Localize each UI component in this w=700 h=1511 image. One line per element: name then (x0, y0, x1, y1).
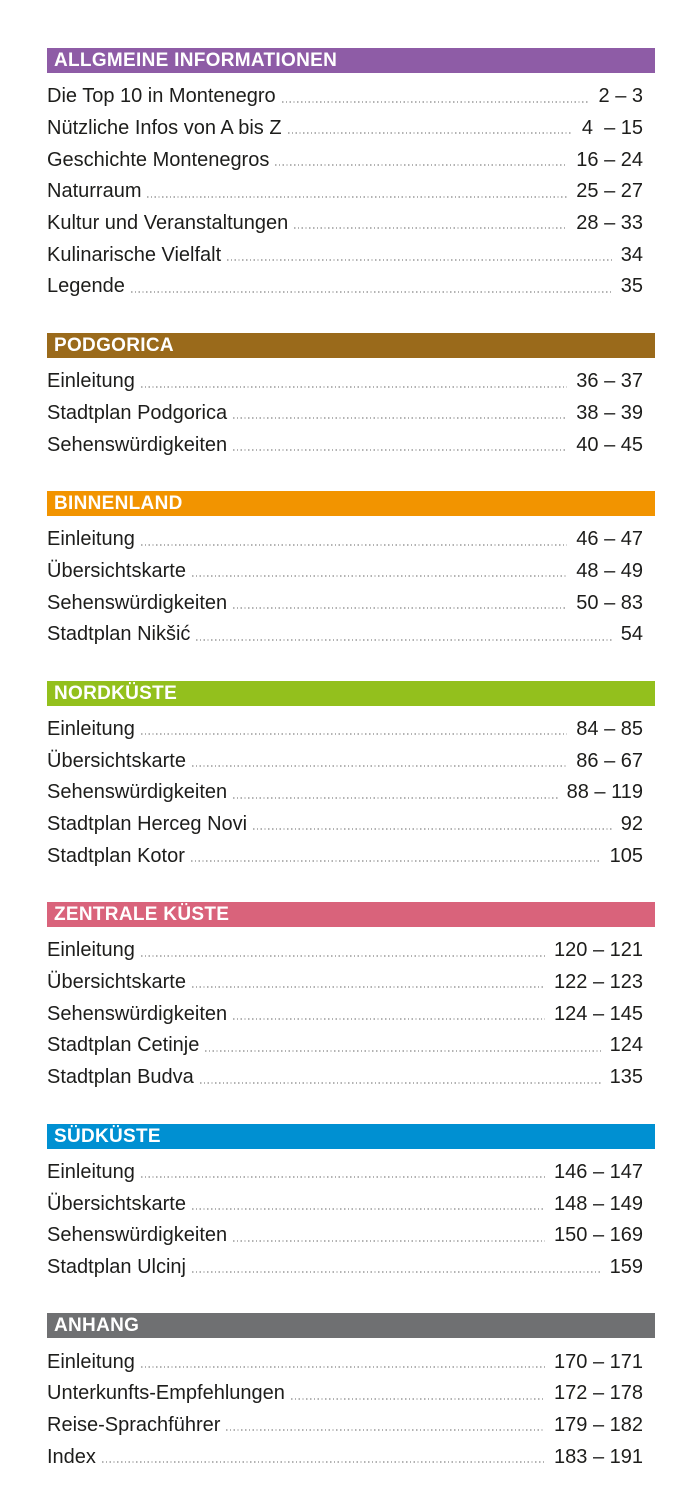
toc-section (47, 491, 655, 651)
toc-entry (47, 777, 655, 809)
dotted-leader (275, 164, 567, 166)
toc-entry-pages: 36 – 37 (576, 370, 643, 393)
toc-entry-pages: 170 – 171 (554, 1350, 643, 1373)
toc-entry-label: Nützliche Infos von A bis Z (47, 117, 282, 140)
dotted-leader (141, 386, 567, 388)
section-entries (47, 1149, 655, 1284)
section-title: PODGORICA (54, 334, 174, 356)
toc-entry-pages: 146 – 147 (554, 1160, 643, 1183)
toc-entry-pages: 34 (620, 243, 643, 266)
toc-entry-pages: 159 (609, 1255, 643, 1278)
dotted-leader (282, 101, 590, 103)
toc-entry-label: Naturraum (47, 180, 142, 203)
toc-entry (47, 113, 655, 145)
toc-entry-label: Übersichtskarte (47, 749, 186, 772)
toc-section (47, 1313, 655, 1473)
toc-entry-label: Übersichtskarte (47, 1192, 186, 1215)
toc-entry-pages: 25 – 27 (576, 180, 643, 203)
toc-section (47, 1124, 655, 1284)
toc-entry-label: Einleitung (47, 370, 135, 393)
dotted-leader (233, 797, 558, 799)
toc-entry-pages: 4 – 15 (581, 117, 643, 140)
toc-entry-label: Übersichtskarte (47, 559, 186, 582)
toc-entry-pages: 48 – 49 (576, 559, 643, 582)
toc-entry (47, 271, 655, 303)
toc-section (47, 681, 655, 872)
toc-entry-label: Index (47, 1445, 96, 1468)
toc-entry (47, 1220, 655, 1252)
toc-entry-label: Geschichte Montenegros (47, 148, 270, 171)
toc-entry (47, 1410, 655, 1442)
dotted-leader (227, 259, 612, 261)
section-header (47, 48, 655, 73)
toc-entry-label: Stadtplan Nikšić (47, 623, 191, 646)
section-header (47, 902, 655, 927)
toc-entry-pages: 148 – 149 (554, 1192, 643, 1215)
section-entries (47, 73, 655, 303)
toc-entry-label: Kulinarische Vielfalt (47, 243, 222, 266)
toc-entry (47, 366, 655, 398)
toc-entry (47, 1062, 655, 1094)
dotted-leader (192, 1271, 601, 1273)
section-title: ALLGMEINE INFORMATIONEN (54, 50, 338, 71)
dotted-leader (192, 575, 567, 577)
toc-entry-pages: 124 – 145 (554, 1002, 643, 1025)
section-title: ZENTRALE KÜSTE (54, 904, 230, 926)
toc-entry-label: Stadtplan Podgorica (47, 401, 228, 424)
table-of-contents (47, 48, 655, 1503)
toc-entry-pages: 179 – 182 (554, 1413, 643, 1436)
dotted-leader (141, 1176, 545, 1178)
toc-entry-pages: 120 – 121 (554, 939, 643, 962)
toc-entry-pages: 35 (620, 275, 643, 298)
dotted-leader (191, 860, 601, 862)
toc-entry-label: Unterkunfts-Empfehlungen (47, 1382, 285, 1405)
toc-entry (47, 1441, 655, 1473)
toc-entry-label: Sehenswürdigkeiten (47, 591, 228, 614)
toc-entry-pages: 86 – 67 (576, 749, 643, 772)
dotted-leader (226, 1429, 545, 1431)
dotted-leader (131, 291, 612, 293)
toc-entry-label: Stadtplan Kotor (47, 844, 185, 867)
dotted-leader (233, 1018, 545, 1020)
toc-entry-label: Stadtplan Cetinje (47, 1034, 200, 1057)
dotted-leader (294, 227, 567, 229)
toc-entry-pages: 40 – 45 (576, 433, 643, 456)
toc-entry (47, 556, 655, 588)
toc-entry-pages: 54 (620, 623, 643, 646)
toc-entry-label: Einleitung (47, 1350, 135, 1373)
toc-entry (47, 998, 655, 1030)
toc-entry-label: Sehenswürdigkeiten (47, 1002, 228, 1025)
toc-entry-pages: 122 – 123 (554, 971, 643, 994)
dotted-leader (233, 1240, 545, 1242)
toc-entry-pages: 105 (609, 844, 643, 867)
toc-entry (47, 967, 655, 999)
dotted-leader (147, 196, 567, 198)
dotted-leader (141, 1366, 545, 1368)
toc-section (47, 902, 655, 1093)
dotted-leader (102, 1461, 545, 1463)
toc-entry-label: Sehenswürdigkeiten (47, 781, 228, 804)
toc-entry-label: Reise-Sprachführer (47, 1413, 221, 1436)
toc-entry-label: Übersichtskarte (47, 971, 186, 994)
toc-entry-pages: 92 (620, 813, 643, 836)
toc-entry-pages: 28 – 33 (576, 212, 643, 235)
dotted-leader (205, 1050, 600, 1052)
toc-entry (47, 239, 655, 271)
dotted-leader (233, 449, 567, 451)
dotted-leader (233, 607, 567, 609)
toc-entry-pages: 88 – 119 (566, 781, 643, 804)
section-entries (47, 927, 655, 1093)
section-header (47, 1124, 655, 1149)
toc-entry-pages: 16 – 24 (576, 148, 643, 171)
toc-entry (47, 714, 655, 746)
section-title: SÜDKÜSTE (54, 1125, 161, 1147)
toc-entry (47, 809, 655, 841)
toc-entry-label: Kultur und Veranstaltungen (47, 212, 289, 235)
toc-entry-pages: 38 – 39 (576, 401, 643, 424)
toc-entry (47, 1252, 655, 1284)
section-title: BINNENLAND (54, 492, 183, 514)
toc-entry-label: Sehenswürdigkeiten (47, 433, 228, 456)
toc-entry (47, 1030, 655, 1062)
toc-entry-pages: 84 – 85 (576, 717, 643, 740)
section-entries (47, 1338, 655, 1473)
dotted-leader (141, 733, 567, 735)
toc-entry-pages: 2 – 3 (598, 85, 643, 108)
toc-entry (47, 1378, 655, 1410)
dotted-leader (233, 417, 567, 419)
dotted-leader (253, 828, 612, 830)
section-entries (47, 358, 655, 461)
toc-entry (47, 935, 655, 967)
section-header (47, 491, 655, 516)
toc-entry-label: Stadtplan Herceg Novi (47, 813, 248, 836)
section-title: NORDKÜSTE (54, 682, 178, 704)
section-header (47, 681, 655, 706)
toc-entry-label: Stadtplan Ulcinj (47, 1255, 186, 1278)
toc-entry (47, 1346, 655, 1378)
toc-entry-label: Die Top 10 in Montenegro (47, 85, 276, 108)
toc-entry (47, 524, 655, 556)
toc-entry (47, 208, 655, 240)
toc-entry-pages: 46 – 47 (576, 528, 643, 551)
section-header (47, 1313, 655, 1338)
toc-entry-label: Legende (47, 275, 125, 298)
section-header (47, 333, 655, 358)
toc-entry-pages: 50 – 83 (576, 591, 643, 614)
dotted-leader (141, 544, 567, 546)
dotted-leader (141, 955, 545, 957)
toc-entry (47, 144, 655, 176)
section-entries (47, 706, 655, 872)
toc-entry-label: Einleitung (47, 528, 135, 551)
dotted-leader (288, 132, 573, 134)
toc-entry (47, 745, 655, 777)
toc-entry (47, 398, 655, 430)
section-title: ANHANG (54, 1315, 140, 1337)
dotted-leader (196, 639, 611, 641)
toc-entry-label: Einleitung (47, 1160, 135, 1183)
toc-entry (47, 587, 655, 619)
toc-entry (47, 619, 655, 651)
toc-entry-pages: 172 – 178 (554, 1382, 643, 1405)
toc-section (47, 333, 655, 461)
toc-entry-label: Stadtplan Budva (47, 1066, 194, 1089)
toc-entry (47, 176, 655, 208)
dotted-leader (192, 1208, 545, 1210)
toc-entry (47, 1157, 655, 1189)
toc-entry-label: Einleitung (47, 717, 135, 740)
toc-entry-label: Sehenswürdigkeiten (47, 1224, 228, 1247)
toc-entry (47, 429, 655, 461)
dotted-leader (192, 986, 545, 988)
dotted-leader (200, 1082, 601, 1084)
section-entries (47, 516, 655, 651)
toc-entry-pages: 135 (609, 1066, 643, 1089)
toc-entry (47, 81, 655, 113)
dotted-leader (291, 1398, 545, 1400)
toc-entry-pages: 183 – 191 (554, 1445, 643, 1468)
toc-section (47, 48, 655, 303)
toc-entry-pages: 124 (609, 1034, 643, 1057)
toc-entry (47, 1188, 655, 1220)
dotted-leader (192, 765, 567, 767)
toc-entry-pages: 150 – 169 (554, 1224, 643, 1247)
toc-entry (47, 840, 655, 872)
toc-entry-label: Einleitung (47, 939, 135, 962)
